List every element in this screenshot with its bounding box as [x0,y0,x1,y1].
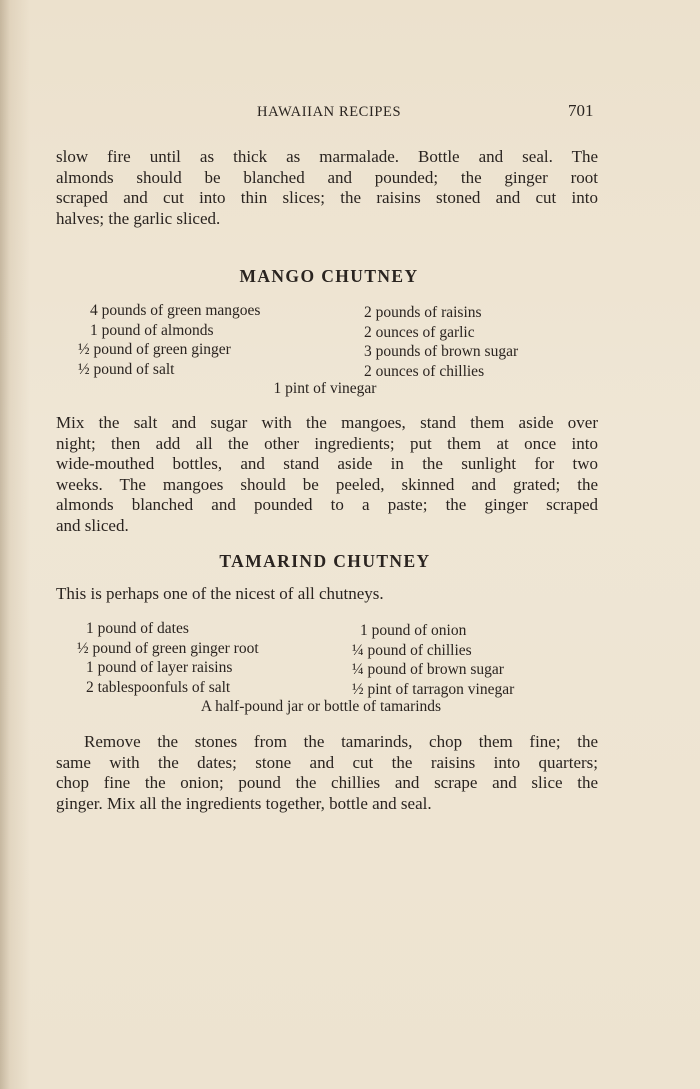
mango-ingredients-left [78,301,260,379]
text-line: night; then add all the other ingredients; put them at once into [56,433,598,453]
text-line: scraped and cut into thin slices; the raisins stoned and cut into [56,188,598,207]
ingredient: 1 pound of almonds [90,321,214,339]
ingredient: 4 pounds of green mangoes [90,302,261,319]
ingredient: 3 pounds of brown sugar [364,343,519,360]
running-head: HAWAIIAN RECIPES [257,104,402,120]
text-line: slow fire until as thick as marmalade. Bottle and seal. The [56,147,598,166]
tamarind-ingredients-right [352,621,514,699]
ingredient: ¼ pound of brown sugar [352,661,504,678]
text-line: chop fine the onion; pound the chillies and scrape and slice the [56,773,598,792]
tamarind-method [56,732,598,814]
mango-method [56,413,598,536]
ingredient: 1 pound of onion [360,622,467,639]
text-line: same with the dates; stone and cut the raisins into quarters; [56,752,598,772]
text-line: almonds should be blanched and pounded; the ginger root [56,167,598,187]
text-line: ginger. Mix all the ingredients together, bottle and seal. [56,793,432,813]
text-line: wide-mouthed bottles, and stand aside in the sunlight for two [56,454,598,473]
ingredient: ¼ pound of chillies [352,641,472,659]
mango-ingredient-center: 1 pint of vinegar [273,380,377,397]
mango-ingredients-right [364,303,518,381]
page-number: 701 [568,101,594,120]
mango-chutney-title: MANGO CHUTNEY [239,266,419,286]
text-line: Remove the stones from the tamarinds, chop them fine; the [84,732,598,751]
tamarind-ingredients-left [77,619,259,697]
ingredient: 2 pounds of raisins [364,304,482,321]
page-header [0,101,700,128]
ingredient: ½ pint of tarragon vinegar [352,680,515,698]
text-line: and sliced. [56,515,129,535]
ingredient: 1 pound of layer raisins [86,659,233,676]
ingredient: ½ pound of green ginger root [77,639,259,657]
ingredient: 2 ounces of garlic [364,323,475,341]
ingredient: 2 tablespoonfuls of salt [86,678,231,696]
text-line: halves; the garlic sliced. [56,208,221,228]
ingredient: ½ pound of green ginger [78,341,231,358]
ingredient: ½ pound of salt [78,360,175,378]
tamarind-chutney-title: TAMARIND CHUTNEY [219,551,431,571]
text-line: Mix the salt and sugar with the mangoes, stand them aside over [56,413,598,432]
intro-paragraph [56,147,598,229]
tamarind-ingredient-center: A half-pound jar or bottle of tamarinds [200,698,442,715]
ingredient: 1 pound of dates [86,620,189,637]
text-line: weeks. The mangoes should be peeled, skinned and grated; the [56,474,598,494]
text-line: almonds blanched and pounded to a paste; the ginger scraped [56,495,598,514]
tamarind-intro [56,584,598,605]
ingredient: 2 ounces of chillies [364,362,485,380]
text-line: This is perhaps one of the nicest of all chutneys. [56,584,384,603]
